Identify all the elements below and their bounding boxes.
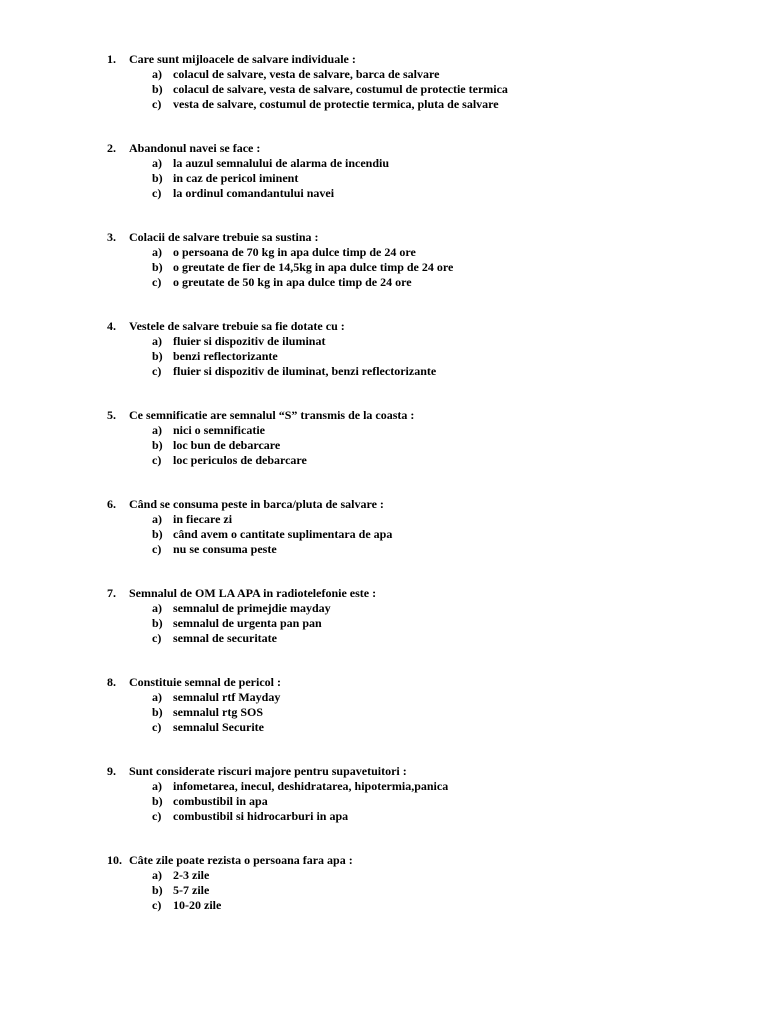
option-letter: a) (152, 868, 162, 882)
option-text: când avem o cantitate suplimentara de apa (173, 527, 393, 541)
question-text: Care sunt mijloacele de salvare individuale : (129, 52, 356, 66)
answer-option (152, 690, 280, 705)
question-number: 7. (107, 586, 116, 600)
question-number: 6. (107, 497, 116, 511)
option-letter: b) (152, 794, 163, 808)
question-number: 2. (107, 141, 116, 155)
question-text-line (107, 319, 345, 334)
answer-option (152, 512, 232, 527)
question-text: Abandonul navei se face : (129, 141, 261, 155)
answer-option (152, 156, 389, 171)
option-letter: c) (152, 453, 162, 467)
question-text-line (107, 675, 281, 690)
option-letter: a) (152, 779, 162, 793)
option-letter: a) (152, 156, 162, 170)
answer-option (152, 82, 508, 97)
answer-option (152, 423, 265, 438)
option-text: semnalul rtg SOS (173, 705, 264, 719)
answer-option (152, 868, 209, 883)
option-text: semnalul de primejdie mayday (173, 601, 331, 615)
option-letter: b) (152, 349, 163, 363)
answer-option (152, 275, 412, 290)
option-letter: b) (152, 616, 163, 630)
option-letter: a) (152, 334, 162, 348)
question-text: Câte zile poate rezista o persoana fara apa : (129, 853, 353, 867)
option-letter: c) (152, 186, 162, 200)
option-letter: c) (152, 275, 162, 289)
answer-option (152, 186, 334, 201)
option-letter: b) (152, 171, 163, 185)
option-text: la ordinul comandantului navei (173, 186, 335, 200)
answer-option (152, 260, 453, 275)
option-letter: a) (152, 690, 162, 704)
question-number: 8. (107, 675, 116, 689)
option-text: fluier si dispozitiv de iluminat (173, 334, 326, 348)
option-letter: c) (152, 542, 162, 556)
option-text: loc bun de debarcare (173, 438, 281, 452)
question-text: Colacii de salvare trebuie sa sustina : (129, 230, 319, 244)
question-text: Ce semnificatie are semnalul “S” transmis de la coasta : (129, 408, 415, 422)
option-text: nu se consuma peste (173, 542, 277, 556)
question-text: Vestele de salvare trebuie sa fie dotate cu : (129, 319, 345, 333)
question-number: 1. (107, 52, 116, 66)
question-number: 3. (107, 230, 116, 244)
option-text: la auzul semnalului de alarma de incendiu (173, 156, 390, 170)
option-text: 10-20 zile (173, 898, 222, 912)
answer-option (152, 97, 499, 112)
question-text-line (107, 586, 376, 601)
option-text: colacul de salvare, vesta de salvare, barca de salvare (173, 67, 440, 81)
question-number: 5. (107, 408, 116, 422)
option-text: loc periculos de debarcare (173, 453, 307, 467)
option-letter: b) (152, 883, 163, 897)
answer-option (152, 794, 268, 809)
question-text-line (107, 853, 353, 868)
option-letter: c) (152, 898, 162, 912)
answer-option (152, 171, 298, 186)
option-text: semnalul de urgenta pan pan (173, 616, 322, 630)
answer-option (152, 542, 277, 557)
answer-option (152, 364, 436, 379)
answer-option (152, 616, 322, 631)
question-text: Sunt considerate riscuri majore pentru supavetuitori : (129, 764, 407, 778)
answer-option (152, 349, 278, 364)
option-text: o greutate de 50 kg in apa dulce timp de 24 ore (173, 275, 412, 289)
question-number: 4. (107, 319, 116, 333)
option-letter: a) (152, 512, 162, 526)
option-text: nici o semnificatie (173, 423, 265, 437)
question-text-line (107, 141, 260, 156)
option-text: fluier si dispozitiv de iluminat, benzi reflectorizante (173, 364, 437, 378)
option-text: semnalul rtf Mayday (173, 690, 281, 704)
option-text: combustibil si hidrocarburi in apa (173, 809, 349, 823)
question-text: Semnalul de OM LA APA in radiotelefonie este : (129, 586, 377, 600)
question-text-line (107, 408, 414, 423)
answer-option (152, 453, 307, 468)
answer-option (152, 438, 280, 453)
option-letter: b) (152, 260, 163, 274)
answer-option (152, 720, 264, 735)
option-letter: a) (152, 67, 162, 81)
answer-option (152, 883, 209, 898)
answer-option (152, 705, 263, 720)
option-letter: b) (152, 527, 163, 541)
question-text: Când se consuma peste in barca/pluta de salvare : (129, 497, 384, 511)
option-text: combustibil in apa (173, 794, 268, 808)
answer-option (152, 601, 331, 616)
question-text-line (107, 497, 384, 512)
option-letter: a) (152, 423, 162, 437)
answer-option (152, 631, 277, 646)
option-text: 5-7 zile (173, 883, 210, 897)
option-text: 2-3 zile (173, 868, 210, 882)
answer-option (152, 334, 325, 349)
answer-option (152, 67, 439, 82)
option-letter: b) (152, 438, 163, 452)
answer-option (152, 527, 392, 542)
question-text-line (107, 52, 356, 67)
option-letter: a) (152, 601, 162, 615)
question-number: 9. (107, 764, 116, 778)
option-text: vesta de salvare, costumul de protectie termica, pluta de salvare (173, 97, 499, 111)
answer-option (152, 245, 416, 260)
option-text: semnalul Securite (173, 720, 264, 734)
question-text-line (107, 230, 319, 245)
option-letter: b) (152, 82, 163, 96)
option-letter: b) (152, 705, 163, 719)
option-text: infometarea, inecul, deshidratarea, hipotermia,panica (173, 779, 449, 793)
option-text: in fiecare zi (173, 512, 233, 526)
option-text: o greutate de fier de 14,5kg in apa dulce timp de 24 ore (173, 260, 454, 274)
option-letter: c) (152, 809, 162, 823)
option-text: o persoana de 70 kg in apa dulce timp de 24 ore (173, 245, 416, 259)
option-letter: a) (152, 245, 162, 259)
option-text: colacul de salvare, vesta de salvare, costumul de protectie termica (173, 82, 508, 96)
question-number: 10. (107, 853, 122, 867)
answer-option (152, 809, 348, 824)
option-letter: c) (152, 364, 162, 378)
option-text: benzi reflectorizante (173, 349, 278, 363)
option-letter: c) (152, 631, 162, 645)
option-letter: c) (152, 97, 162, 111)
option-letter: c) (152, 720, 162, 734)
option-text: semnal de securitate (173, 631, 277, 645)
answer-option (152, 898, 221, 913)
question-text: Constituie semnal de pericol : (129, 675, 281, 689)
question-text-line (107, 764, 407, 779)
answer-option (152, 779, 448, 794)
option-text: in caz de pericol iminent (173, 171, 299, 185)
